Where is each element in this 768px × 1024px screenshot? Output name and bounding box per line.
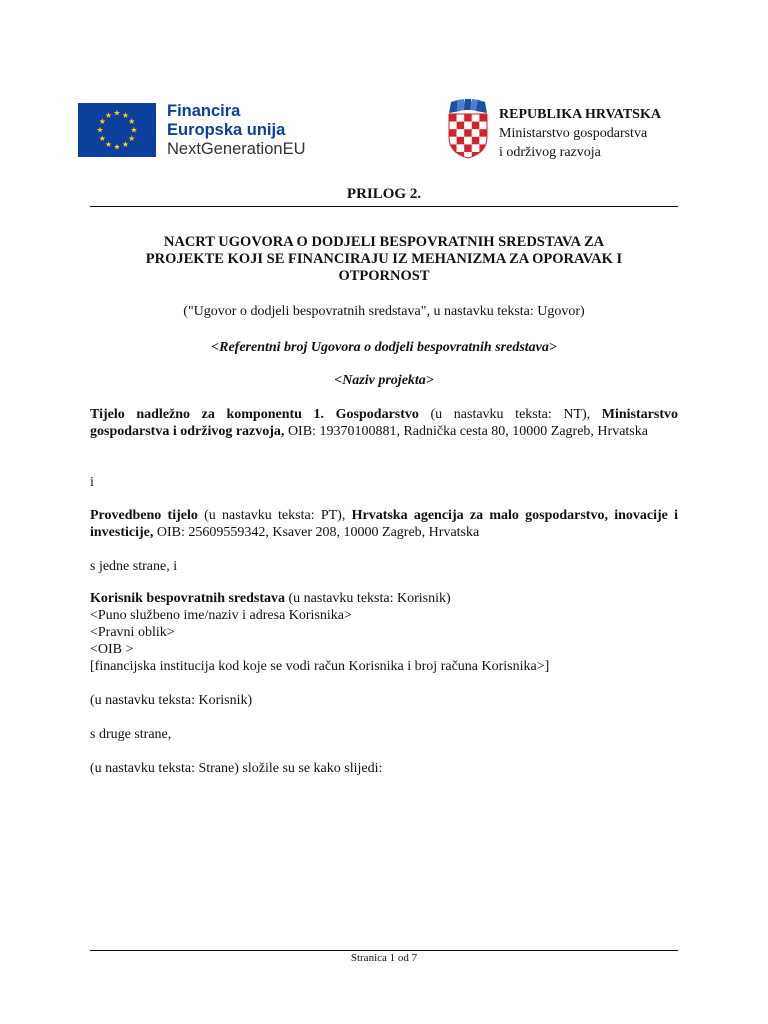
page-number: Stranica 1 od 7 — [350, 952, 418, 964]
party-pt-paragraph — [90, 507, 678, 541]
eu-logo-line3: NextGenerationEU — [167, 140, 306, 158]
eu-logo — [78, 103, 310, 157]
document-subtitle: ("Ugovor o dodjeli bespovratnih sredstava", u nastavku teksta: Ugovor) — [183, 304, 585, 319]
eu-logo-text — [167, 102, 306, 159]
eu-logo-line1: Financira — [167, 102, 241, 120]
croatia-logo-line3: i održivog razvoja — [499, 145, 601, 160]
project-name-placeholder: <Naziv projekta> — [334, 373, 434, 388]
document-title: NACRT UGOVORA O DODJELI BESPOVRATNIH SREDSTAVA ZA PROJEKTE KOJI SE FINANCIRAJU IZ MEHANIZMA ZA OPORAVAK I OTPORNOST — [145, 234, 623, 284]
korisnik-bank-placeholder: [financijska institucija kod koje se vodi račun Korisnika i broj računa Korisnika>] — [90, 659, 550, 674]
eu-flag-icon — [78, 103, 156, 157]
party-korisnik-label: Korisnik bespovratnih sredstava — [90, 591, 285, 606]
party-korisnik-abbrev: (u nastavku teksta: Korisnik) — [285, 591, 451, 606]
croatia-logo-text — [499, 105, 661, 162]
agreement-intro-text: (u nastavku teksta: Strane) složile su se kako slijedi: — [90, 761, 383, 776]
party-pt-agency: Hrvatska agencija za malo gospodarstvo, inovacije i investicije, — [90, 508, 678, 540]
eu-star-icon: ★ — [128, 117, 136, 126]
eu-star-icon: ★ — [104, 110, 113, 120]
conjunction-i: i — [90, 475, 94, 490]
party-nt-label: Tijelo nadležno za komponentu 1. Gospodarstvo — [90, 407, 419, 422]
eu-star-icon: ★ — [113, 108, 121, 118]
eu-star-icon: ★ — [98, 134, 106, 143]
party-pt-label: Provedbeno tijelo — [90, 508, 198, 523]
header-divider — [90, 206, 678, 207]
party-nt-details: OIB: 19370100881, Radnička cesta 80, 10000 Zagreb, Hrvatska — [284, 424, 648, 439]
party-pt-details: OIB: 25609559342, Ksaver 208, 10000 Zagreb, Hrvatska — [153, 525, 480, 540]
croatia-logo-line2: Ministarstvo gospodarstva — [499, 126, 648, 141]
korisnik-legal-form-placeholder: <Pravni oblik> — [90, 625, 175, 640]
eu-star-icon: ★ — [98, 117, 106, 126]
party-pt-abbrev: (u nastavku teksta: PT), — [197, 508, 352, 523]
annex-heading: PRILOG 2. — [346, 186, 422, 202]
korisnik-name-placeholder: <Puno službeno ime/naziv i adresa Korisnika> — [90, 608, 352, 623]
croatia-logo — [447, 99, 687, 159]
footer-divider — [90, 950, 678, 951]
korisnik-reference-text: (u nastavku teksta: Korisnik) — [90, 693, 253, 708]
korisnik-oib-placeholder: <OIB > — [90, 642, 134, 657]
reference-number-placeholder: <Referentni broj Ugovora o dodjeli bespovratnih sredstava> — [211, 340, 557, 355]
party-korisnik-heading — [90, 590, 678, 607]
other-side-text: s druge strane, — [90, 727, 172, 742]
eu-star-icon: ★ — [121, 140, 130, 150]
party-nt-ministry: Ministarstvo gospodarstva i održivog razvoja, — [90, 407, 678, 439]
party-nt-abbrev: (u nastavku teksta: NT), — [418, 407, 602, 422]
eu-star-icon: ★ — [113, 142, 121, 152]
eu-star-icon: ★ — [96, 125, 104, 135]
eu-star-icon: ★ — [130, 125, 138, 135]
eu-star-icon: ★ — [128, 134, 136, 143]
coat-of-arms-icon — [447, 99, 489, 159]
eu-star-icon: ★ — [104, 140, 113, 150]
croatia-logo-line1: REPUBLIKA HRVATSKA — [499, 107, 661, 122]
party-nt-paragraph — [90, 406, 678, 440]
one-side-text: s jedne strane, i — [90, 559, 178, 574]
eu-star-icon: ★ — [121, 110, 130, 120]
eu-logo-line2: Europska unija — [167, 121, 286, 139]
party-korisnik-block — [90, 590, 678, 675]
